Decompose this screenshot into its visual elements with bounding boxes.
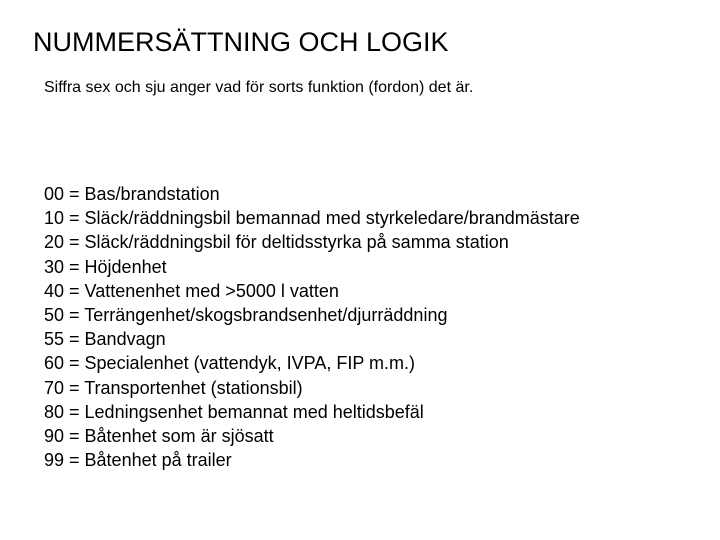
code-item: 50 = Terrängenhet/skogsbrandsenhet/djurräddning	[44, 305, 448, 326]
code-item: 10 = Släck/räddningsbil bemannad med styrkeledare/brandmästare	[44, 208, 580, 229]
code-item: 80 = Ledningsenhet bemannat med heltidsbefäl	[44, 401, 424, 422]
code-item: 00 = Bas/brandstation	[44, 184, 220, 204]
code-item: 90 = Båtenhet som är sjösatt	[44, 426, 274, 447]
slide-title: NUMMERSÄTTNING OCH LOGIK	[33, 27, 449, 57]
code-list	[44, 182, 580, 472]
code-item: 99 = Båtenhet på trailer	[44, 450, 232, 471]
code-item: 20 = Släck/räddningsbil för deltidsstyrka på samma station	[44, 232, 509, 253]
code-item: 55 = Bandvagn	[44, 329, 166, 350]
code-item: 40 = Vattenenhet med >5000 l vatten	[44, 280, 339, 301]
code-item: 70 = Transportenhet (stationsbil)	[44, 377, 303, 398]
code-item: 60 = Specialenhet (vattendyk, IVPA, FIP m.m.)	[44, 353, 416, 374]
code-item: 30 = Höjdenhet	[44, 256, 167, 277]
slide-subtitle: Siffra sex och sju anger vad för sorts funktion (fordon) det är.	[44, 79, 474, 96]
